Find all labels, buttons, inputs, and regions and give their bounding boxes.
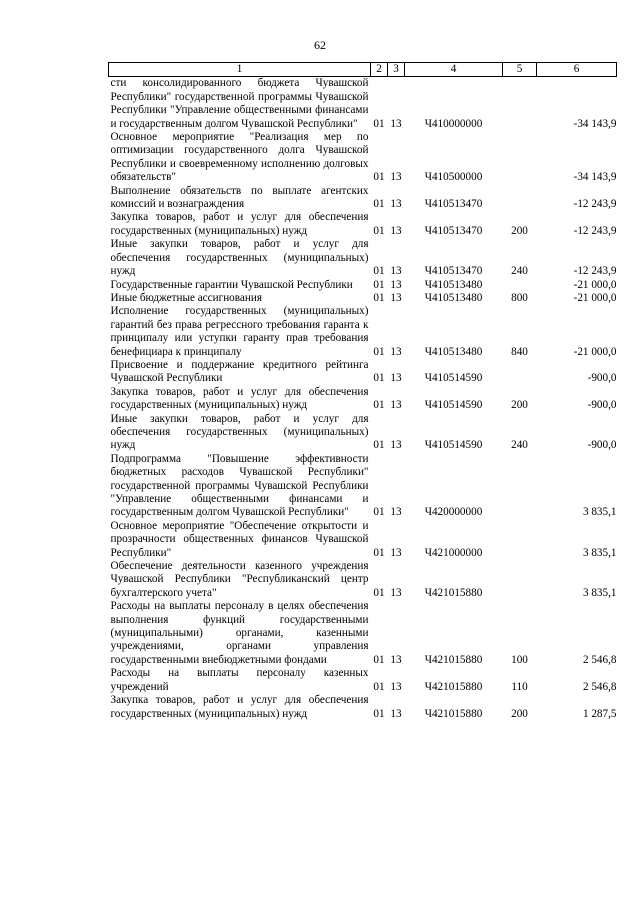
- row-subsection: 13: [390, 680, 402, 693]
- row-section: 01: [373, 278, 385, 291]
- table-row: [109, 667, 617, 694]
- row-section: 01: [373, 372, 385, 385]
- row-amount: -12 243,9: [573, 224, 617, 237]
- row-name: сти консолидированного бюджета Чувашской Республики" государственной программы Чувашской Республики "Управление общественными финансами и государственным долгом Чувашской Республики": [110, 77, 369, 130]
- table-row: [109, 279, 617, 292]
- budget-table: [108, 62, 617, 721]
- row-subsection: 13: [390, 372, 402, 385]
- row-expense-type: 200: [511, 224, 528, 237]
- row-amount: -12 243,9: [573, 265, 617, 278]
- row-expense-type: 240: [511, 439, 528, 452]
- row-section: 01: [373, 653, 385, 666]
- row-section: 01: [373, 506, 385, 519]
- row-target-article: Ч420000000: [424, 506, 483, 519]
- row-target-article: Ч421015880: [424, 586, 483, 599]
- row-subsection: 13: [390, 278, 402, 291]
- row-name: Иные бюджетные ассигнования: [110, 291, 262, 304]
- row-target-article: Ч410514590: [424, 399, 483, 412]
- table-row: [109, 694, 617, 721]
- row-amount: -34 143,9: [573, 117, 617, 130]
- row-target-article: Ч410000000: [424, 117, 483, 130]
- table-row: [109, 185, 617, 212]
- row-subsection: 13: [390, 198, 402, 211]
- row-subsection: 13: [390, 399, 402, 412]
- row-name: Закупка товаров, работ и услуг для обеспечения государственных (муниципальных) нужд: [110, 694, 369, 720]
- row-amount: 1 287,5: [582, 707, 617, 720]
- row-expense-type: [503, 77, 537, 131]
- row-target-article: Ч410500000: [424, 171, 483, 184]
- row-name: Основное мероприятие "Обеспечение открытости и прозрачности общественных финансов Чувашской Республики": [110, 519, 369, 559]
- table-row: [109, 600, 617, 667]
- column-header-5: 5: [503, 63, 537, 77]
- row-target-article: Ч410513480: [424, 278, 483, 291]
- row-expense-type: 240: [511, 265, 528, 278]
- row-section: 01: [373, 198, 385, 211]
- page-number: 62: [314, 38, 326, 52]
- row-section: 01: [373, 439, 385, 452]
- row-target-article: Ч410513470: [424, 198, 483, 211]
- column-header-2: 2: [371, 63, 388, 77]
- row-target-article: Ч410513480: [424, 291, 483, 304]
- row-subsection: 13: [390, 439, 402, 452]
- row-section: 01: [373, 224, 385, 237]
- row-subsection: 13: [390, 586, 402, 599]
- row-section: 01: [373, 586, 385, 599]
- row-amount: -21 000,0: [573, 291, 617, 304]
- row-target-article: Ч421015880: [424, 680, 483, 693]
- row-name: Подпрограмма "Повышение эффективности бюджетных расходов Чувашской Республики" государственной программы Чувашской Республики "Управление общественными финансами и государственным долгом Чувашской Республики": [110, 452, 369, 519]
- row-section: 01: [373, 399, 385, 412]
- row-subsection: 13: [390, 707, 402, 720]
- column-header-1: 1: [109, 63, 371, 77]
- row-amount: -12 243,9: [573, 198, 617, 211]
- row-target-article: Ч421015880: [424, 653, 483, 666]
- table-row: [109, 413, 617, 453]
- row-name: Основное мероприятие "Реализация мер по оптимизации государственного долга Чувашской Республики и своевременному исполнению долговых обязательств": [110, 131, 369, 184]
- row-amount: -21 000,0: [573, 278, 617, 291]
- row-target-article: Ч421015880: [424, 707, 483, 720]
- row-subsection: 13: [390, 345, 402, 358]
- table-row: [109, 292, 617, 305]
- row-section: 01: [373, 707, 385, 720]
- row-name: Расходы на выплаты персоналу в целях обеспечения выполнения функций государственными (муниципальными) органами, казенными учреждениями, органами управления государственными внебюджетными фондами: [110, 600, 369, 666]
- row-amount: -21 000,0: [573, 345, 617, 358]
- row-section: 01: [373, 117, 385, 130]
- table-row: [109, 131, 617, 185]
- table-row: [109, 77, 617, 131]
- row-subsection: 13: [390, 653, 402, 666]
- row-amount: -900,0: [587, 439, 617, 452]
- row-name: Присвоение и поддержание кредитного рейтинга Чувашской Республики: [110, 358, 369, 385]
- table-row: [109, 386, 617, 413]
- row-subsection: 13: [390, 265, 402, 278]
- row-name: Закупка товаров, работ и услуг для обеспечения государственных (муниципальных) нужд: [110, 211, 369, 237]
- row-name: Иные закупки товаров, работ и услуг для обеспечения государственных (муниципальных) нужд: [110, 412, 369, 452]
- row-amount: 2 546,8: [582, 653, 617, 666]
- row-name: Иные закупки товаров, работ и услуг для обеспечения государственных (муниципальных) нужд: [110, 238, 369, 278]
- row-subsection: 13: [390, 224, 402, 237]
- row-section: 01: [373, 345, 385, 358]
- row-expense-type: [503, 520, 537, 560]
- row-name: Закупка товаров, работ и услуг для обеспечения государственных (муниципальных) нужд: [110, 385, 369, 412]
- row-name: Выполнение обязательств по выплате агентских комиссий и вознаграждения: [110, 184, 369, 211]
- row-target-article: Ч410513480: [424, 345, 483, 358]
- row-amount: 3 835,1: [582, 546, 617, 559]
- row-name: Расходы на выплаты персоналу казенных учреждений: [110, 667, 369, 693]
- row-name: Исполнение государственных (муниципальных) гарантий без права регрессного требования гаранта к принципалу или уступки гаранту прав требования бенефициара к принципалу: [110, 305, 369, 358]
- row-expense-type: 840: [511, 345, 528, 358]
- row-target-article: Ч421000000: [424, 546, 483, 559]
- row-section: 01: [373, 265, 385, 278]
- row-expense-type: [503, 279, 537, 292]
- table-body: [109, 77, 617, 721]
- row-section: 01: [373, 291, 385, 304]
- column-header-6: 6: [537, 63, 617, 77]
- table-row: [109, 453, 617, 520]
- row-section: 01: [373, 546, 385, 559]
- row-expense-type: 200: [511, 707, 528, 720]
- row-expense-type: 800: [511, 291, 528, 304]
- row-target-article: Ч410514590: [424, 372, 483, 385]
- row-section: 01: [373, 171, 385, 184]
- table-row: [109, 520, 617, 560]
- table-header: [109, 63, 617, 77]
- row-target-article: Ч410513470: [424, 265, 483, 278]
- table-row: [109, 560, 617, 600]
- row-amount: -900,0: [587, 399, 617, 412]
- column-header-4: 4: [405, 63, 503, 77]
- row-subsection: 13: [390, 546, 402, 559]
- row-amount: 2 546,8: [582, 680, 617, 693]
- row-subsection: 13: [390, 506, 402, 519]
- table-row: [109, 211, 617, 238]
- row-name: Государственные гарантии Чувашской Республики: [110, 278, 353, 291]
- row-name: Обеспечение деятельности казенного учреждения Чувашской Республики "Республиканский центр бухгалтерского учета": [110, 560, 369, 599]
- row-subsection: 13: [390, 117, 402, 130]
- row-subsection: 13: [390, 171, 402, 184]
- column-header-3: 3: [388, 63, 405, 77]
- table-row: [109, 359, 617, 386]
- row-expense-type: 110: [511, 680, 528, 693]
- row-amount: 3 835,1: [582, 506, 617, 519]
- table-row: [109, 305, 617, 359]
- row-expense-type: [503, 453, 537, 520]
- row-section: 01: [373, 680, 385, 693]
- row-expense-type: 200: [511, 399, 528, 412]
- row-expense-type: [503, 560, 537, 600]
- row-expense-type: 100: [511, 653, 528, 666]
- row-amount: 3 835,1: [582, 586, 617, 599]
- row-amount: -900,0: [587, 372, 617, 385]
- header-row: [109, 63, 617, 77]
- row-amount: -34 143,9: [573, 171, 617, 184]
- row-subsection: 13: [390, 291, 402, 304]
- table-row: [109, 238, 617, 278]
- row-expense-type: [503, 131, 537, 185]
- row-target-article: Ч410513470: [424, 224, 483, 237]
- row-expense-type: [503, 359, 537, 386]
- row-expense-type: [503, 185, 537, 212]
- row-target-article: Ч410514590: [424, 439, 483, 452]
